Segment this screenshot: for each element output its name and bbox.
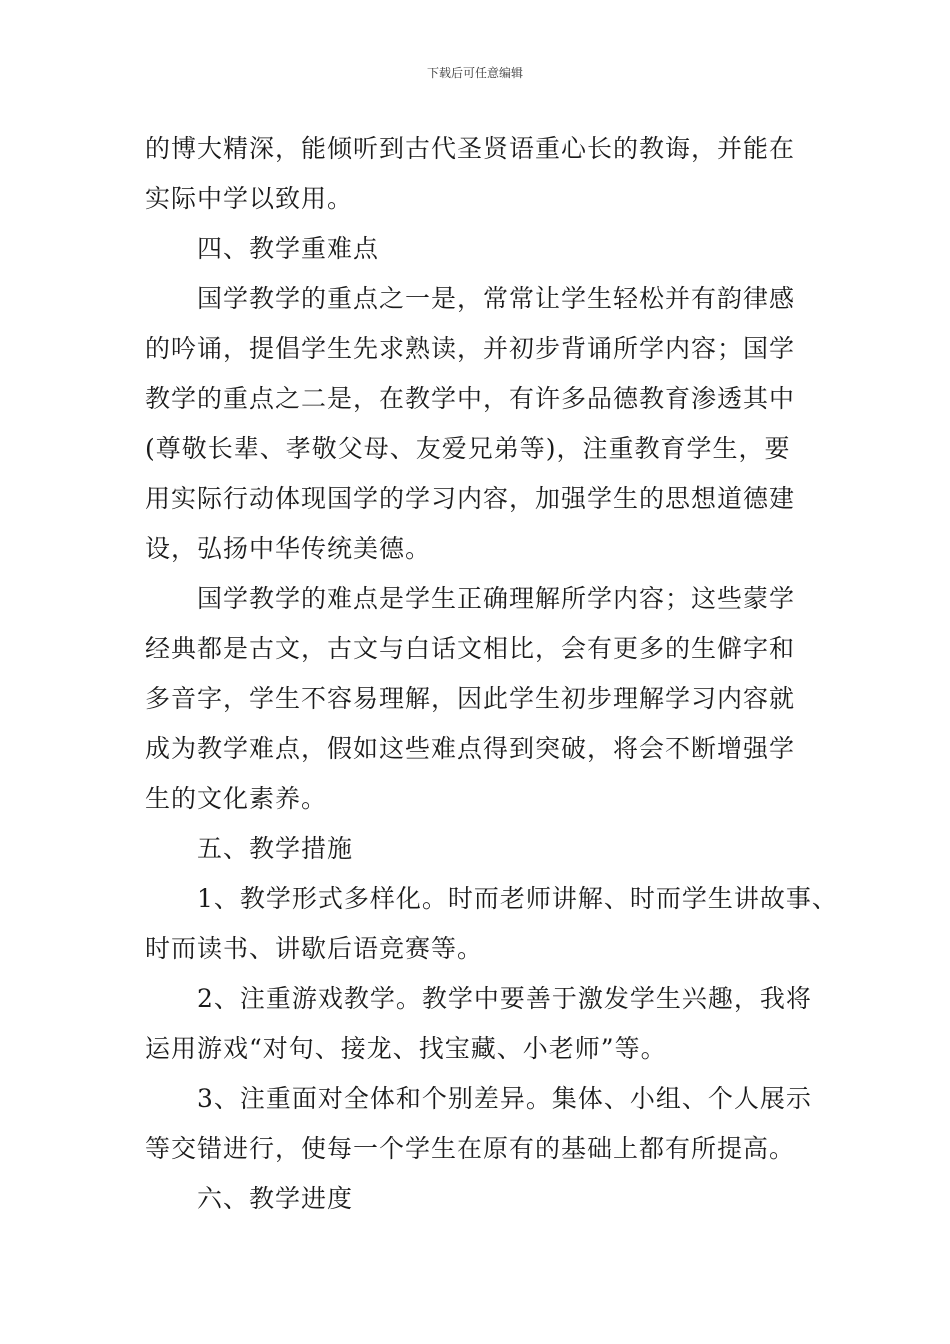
- text-line: 经典都是古文，古文与白话文相比，会有更多的生僻字和: [145, 634, 796, 663]
- text-line: 生的文化素养。: [145, 784, 328, 813]
- text-line: 用实际行动体现国学的学习内容，加强学生的思想道德建: [145, 484, 796, 513]
- text-line: 实际中学以致用。: [145, 184, 354, 213]
- text-line: 设，弘扬中华传统美德。: [145, 534, 432, 563]
- text-line: 多音字，学生不容易理解，因此学生初步理解学习内容就: [145, 684, 796, 713]
- text-line: 的吟诵，提倡学生先求熟读，并初步背诵所学内容；国学: [145, 334, 796, 363]
- text-line: 国学教学的难点是学生正确理解所学内容；这些蒙学: [197, 584, 796, 613]
- text-line: 等交错进行，使每一个学生在原有的基础上都有所提高。: [145, 1134, 796, 1163]
- text-line: 成为教学难点，假如这些难点得到突破，将会不断增强学: [145, 734, 796, 763]
- text-line: 3、注重面对全体和个别差异。集体、小组、个人展示: [197, 1084, 812, 1113]
- text-line: 时而读书、讲歇后语竞赛等。: [145, 934, 484, 963]
- text-line: 的博大精深，能倾听到古代圣贤语重心长的教诲，并能在: [145, 134, 796, 163]
- section-heading: 六、教学进度: [197, 1184, 354, 1213]
- text-line: 教学的重点之二是，在教学中，有许多品德教育渗透其中: [145, 384, 796, 413]
- section-heading: 五、教学措施: [197, 834, 354, 863]
- section-heading: 四、教学重难点: [197, 234, 380, 263]
- document-body: [145, 124, 838, 1224]
- text-line: 运用游戏“对句、接龙、找宝藏、小老师”等。: [145, 1034, 667, 1063]
- text-line: 2、注重游戏教学。教学中要善于激发学生兴趣，我将: [197, 984, 812, 1013]
- page-header-watermark: 下载后可任意编辑: [426, 66, 523, 80]
- text-line: 国学教学的重点之一是，常常让学生轻松并有韵律感: [197, 284, 796, 313]
- text-line: (尊敬长辈、孝敬父母、友爱兄弟等)，注重教育学生，要: [145, 434, 791, 463]
- text-line: 1、教学形式多样化。时而老师讲解、时而学生讲故事、: [197, 884, 838, 913]
